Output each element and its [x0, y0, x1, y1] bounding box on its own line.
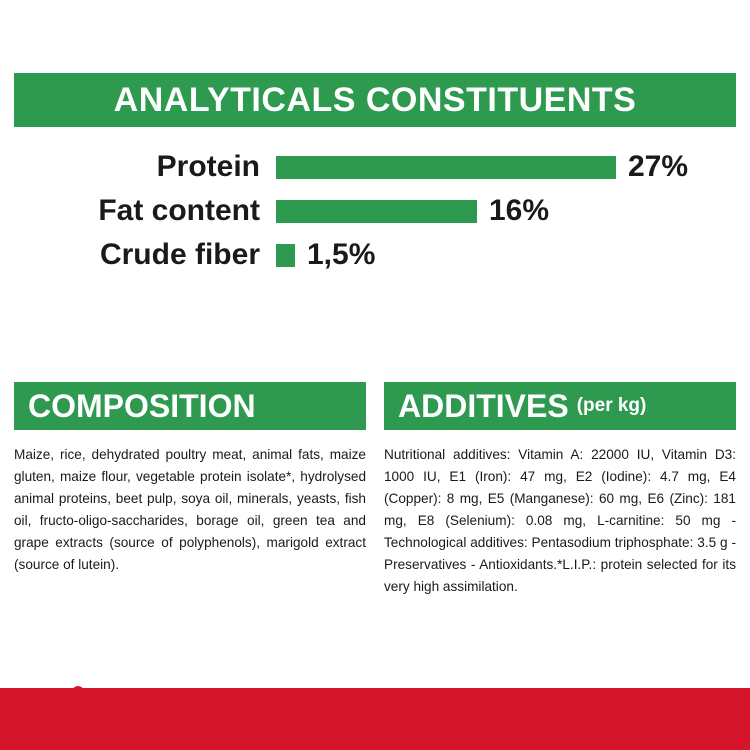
- nutrient-bar: [276, 156, 616, 179]
- composition-header: [14, 382, 366, 430]
- analyticals-header: [14, 73, 736, 127]
- additives-header: [384, 382, 736, 430]
- analyticals-title: ANALYTICALS CONSTITUENTS: [113, 81, 637, 119]
- nutrient-value: 16%: [489, 194, 550, 227]
- additives-text: Nutritional additives: Vitamin A: 22000 IU, Vitamin D3: 1000 IU, E1 (Iron): 47 mg, E2 (Iodine): 4.7 mg, E4 (Copper): 8 mg, E5 (Manganese): 60 mg, E6 (Zinc): 181 mg, E8 (Selenium): 0.08 mg, L-carnitine: 50 mg - Technological additives: Pentasodium triphosphate: 3.5 g - Preservatives - Antioxidants.*L.I.P.: protein selected for its very high assimilation.: [384, 447, 736, 595]
- nutrient-label: Crude fiber: [99, 238, 260, 271]
- footer-bar: [0, 688, 750, 750]
- royal-canin-crown-logo-icon: [44, 680, 112, 742]
- details-columns: [14, 382, 736, 612]
- analyticals-constituents-section: [14, 73, 736, 277]
- composition-section: [14, 382, 366, 612]
- additives-title: ADDITIVES: [398, 388, 569, 424]
- nutrient-bar-chart: [14, 145, 736, 277]
- nutrient-value: 27%: [628, 150, 689, 183]
- nutrient-label: Fat content: [98, 194, 260, 227]
- composition-text: Maize, rice, dehydrated poultry meat, animal fats, maize gluten, maize flour, vegetable protein isolate*, hydrolysed animal proteins, beet pulp, soya oil, minerals, yeasts, fish oil, fructo-oligo-saccharides, borage oil, green tea and grape extracts (source of polyphenols), marigold extract (source of lutein).: [14, 447, 366, 573]
- additives-subtitle: (per kg): [576, 394, 647, 416]
- nutrient-label: Protein: [156, 150, 260, 183]
- nutrient-bar: [276, 244, 295, 267]
- additives-section: [384, 382, 736, 612]
- nutrient-value: 1,5%: [307, 238, 376, 271]
- nutrient-row: [14, 233, 736, 277]
- nutrient-row: [14, 145, 736, 189]
- nutrient-bar: [276, 200, 477, 223]
- composition-title: COMPOSITION: [28, 388, 256, 424]
- nutrient-row: [14, 189, 736, 233]
